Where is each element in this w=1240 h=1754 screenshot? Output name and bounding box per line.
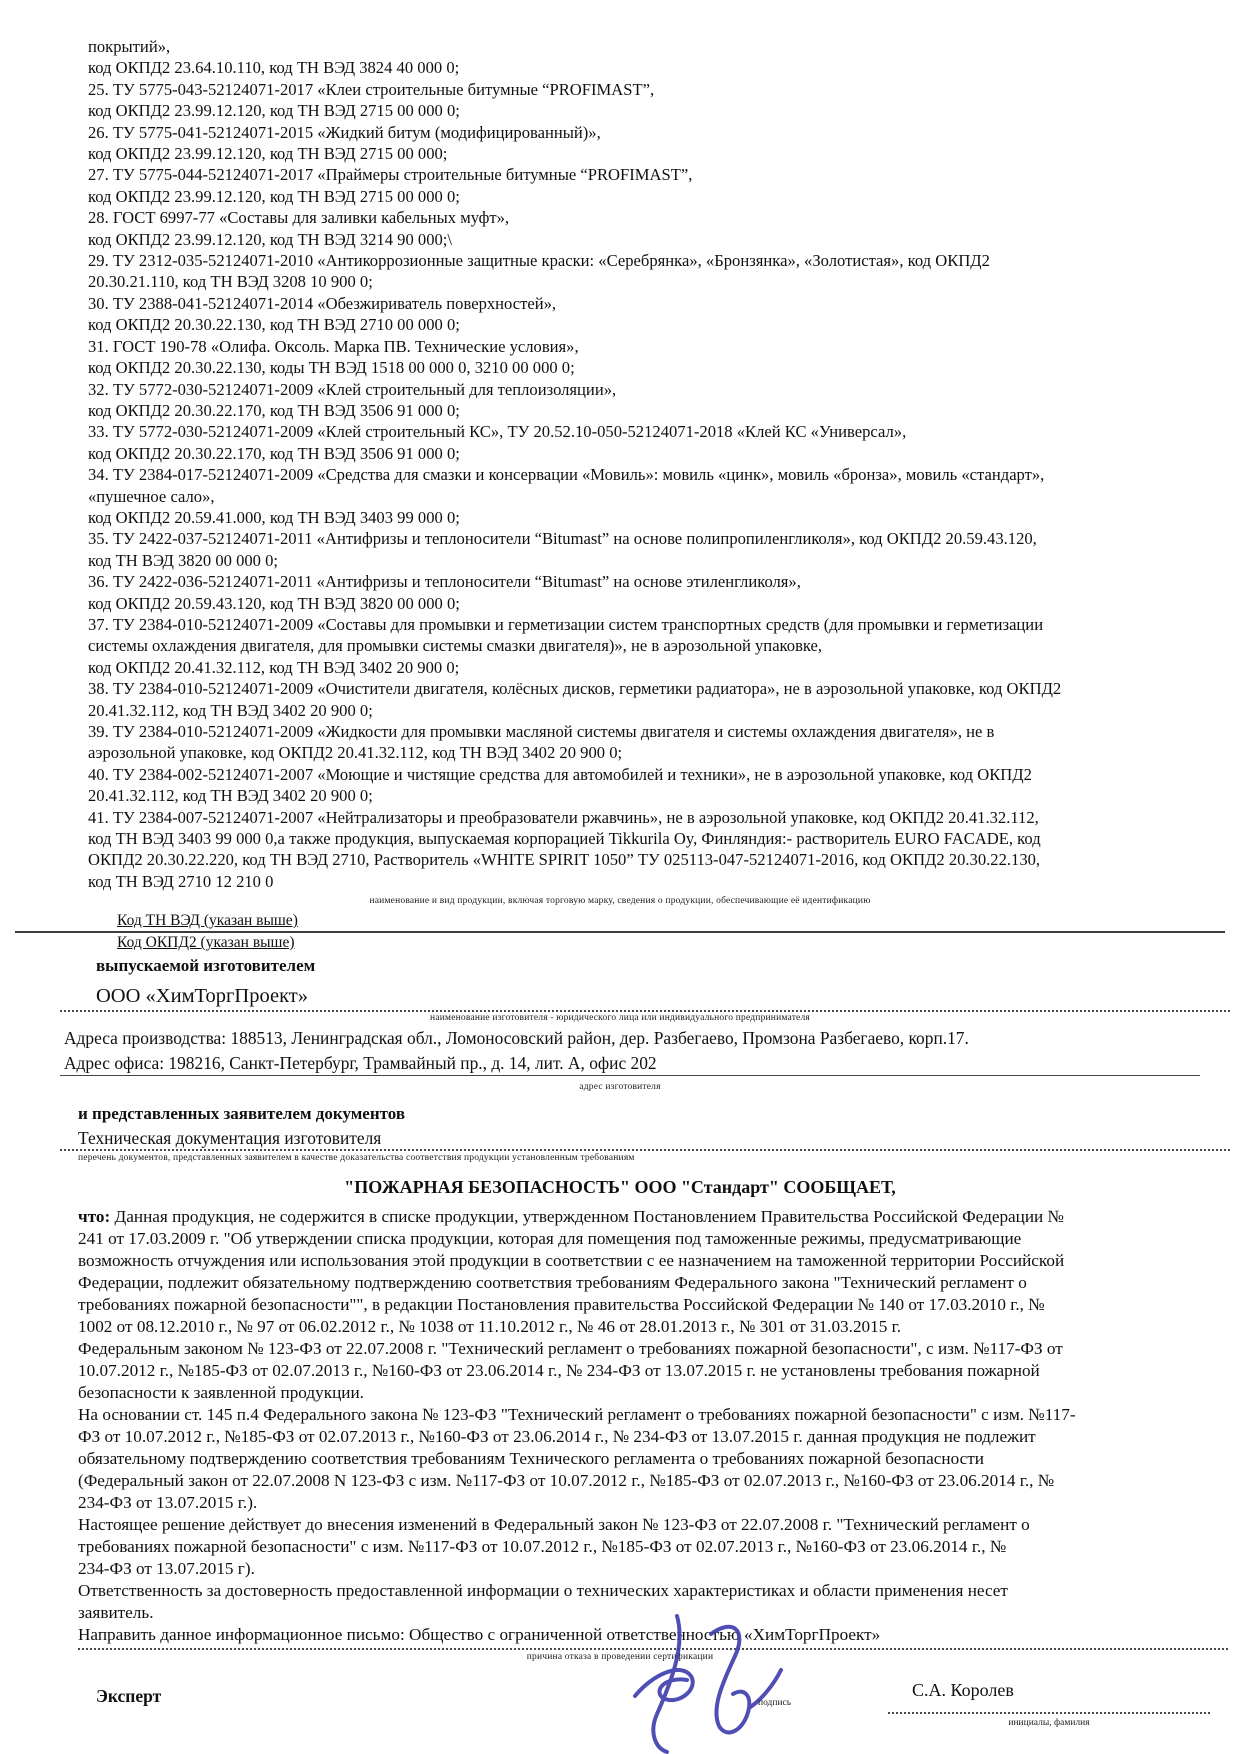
product-line: 34. ТУ 2384-017-52124071-2009 «Средства для смазки и консервации «Мовиль»: мовиль «цинк», мовиль «бронза», мовиль «стандарт», [88,465,1045,485]
product-line: «пушечное сало», [88,486,215,506]
statement-line: безопасности к заявленной продукции. [78,1383,364,1402]
issued-by-label: выпускаемой изготовителем [96,956,316,975]
statement-line: (Федеральный закон от 22.07.2008 N 123-ФЗ с изм. №117-ФЗ от 10.07.2012 г., №185-ФЗ от 02.07.2013 г., №160-ФЗ от 23.06.2014 г., № [78,1471,1055,1490]
product-line: код ОКПД2 23.99.12.120, код ТН ВЭД 2715 00 000 0; [88,101,460,121]
product-line: 38. ТУ 2384-010-52124071-2009 «Очистители двигателя, колёсных дисков, герметики радиатора», не в аэрозольной упаковке, код ОКПД2 [88,679,1062,699]
manufacturer-name: ООО «ХимТоргПроект» [96,985,308,1007]
documents-label: и представленных заявителем документов [78,1104,406,1123]
statement-line: Ответственность за достоверность предоставленной информации о технических характеристиках и области применения несет [78,1581,1008,1600]
reason-caption: причина отказа в проведении сертификации [526,1652,714,1662]
product-line: код ОКПД2 20.30.22.130, код ТН ВЭД 2710 00 000 0; [88,315,460,335]
product-line: 25. ТУ 5775-043-52124071-2017 «Клеи строительные битумные “PROFIMAST”, [88,79,655,99]
product-line: код ОКПД2 23.99.12.120, код ТН ВЭД 3214 90 000;\ [88,229,453,249]
statement-line: 241 от 17.03.2009 г. "Об утверждении списка продукции, которая для помещения под таможенные режимы, предусматривающие [78,1229,1022,1248]
product-line: 31. ГОСТ 190-78 «Олифа. Оксоль. Марка ПВ. Технические условия», [88,336,579,356]
product-line: код ОКПД2 23.64.10.110, код ТН ВЭД 3824 40 000 0; [88,58,460,78]
office-address: Адрес офиса: 198216, Санкт-Петербург, Трамвайный пр., д. 14, лит. А, офис 202 [64,1053,657,1073]
product-line: 27. ТУ 5775-044-52124071-2017 «Праймеры строительные битумные “PROFIMAST”, [88,165,693,185]
divider-line-manufacturer [60,1010,1230,1012]
expert-name: С.А. Королев [912,1680,1014,1700]
name-caption: инициалы, фамилия [1008,1718,1090,1728]
product-line: покрытий», [88,37,171,56]
product-line: 20.41.32.112, код ТН ВЭД 3402 20 900 0; [88,786,373,806]
documents-caption: перечень документов, представленных заявителем в качестве доказательства соответствия продукции установленным требованиям [78,1153,635,1163]
product-line: код ТН ВЭД 3403 99 000 0,а также продукция, выпускаемая корпорацией Tikkurila Oy, Финляндия:- растворитель EURO FACADE, код [88,829,1041,849]
product-line: код ТН ВЭД 3820 00 000 0; [88,550,279,570]
statement-line: Настоящее решение действует до внесения изменений в Федеральный закон № 123-ФЗ от 22.07.2008 г. "Технический регламент о [78,1515,1030,1534]
code-tnved-label: Код ТН ВЭД (указан выше) [117,912,298,929]
product-line: код ОКПД2 20.59.41.000, код ТН ВЭД 3403 99 000 0; [88,507,460,527]
divider-line-address [60,1075,1200,1076]
statement-line: возможность отчуждения или использования этой продукции в соответствии с ее назначением на таможенной территории Российской [78,1251,1065,1270]
statement-line: 234-ФЗ от 13.07.2015 г.). [78,1493,258,1512]
product-list [88,36,1198,892]
manufacturer-caption: наименование изготовителя - юридического лица или индивидуального предпринимателя [430,1013,810,1023]
product-line: код ОКПД2 20.30.22.170, код ТН ВЭД 3506 91 000 0; [88,400,460,420]
product-line: 40. ТУ 2384-002-52124071-2007 «Моющие и чистящие средства для автомобилей и техники», не в аэрозольной упаковке, код ОКПД2 [88,764,1032,784]
address-caption: адрес изготовителя [579,1082,661,1092]
product-line: 28. ГОСТ 6997-77 «Составы для заливки кабельных муфт», [88,208,510,228]
product-line: 36. ТУ 2422-036-52124071-2011 «Антифризы и теплоносители “Bitumast” на основе этиленгликоля», [88,572,801,592]
product-line: 33. ТУ 5772-030-52124071-2009 «Клей строительный КС», ТУ 20.52.10-050-52124071-2018 «Клей КС «Универсал», [88,422,907,442]
documents-value: Техническая документация изготовителя [78,1128,382,1148]
statement-body [78,1206,1198,1646]
product-line: 29. ТУ 2312-035-52124071-2010 «Антикоррозионные защитные краски: «Серебрянка», «Бронзянка», «Золотистая», код ОКПД2 [88,251,990,271]
divider-line-tnved [15,931,1225,933]
divider-line-documents [60,1149,1230,1151]
signature-icon [615,1612,865,1754]
statement-line: 10.07.2012 г., №185-ФЗ от 02.07.2013 г., №160-ФЗ от 23.06.2014 г., № 234-ФЗ от 13.07.2015 г. не установлены требования пожарной [78,1361,1040,1380]
code-okpd2-label: Код ОКПД2 (указан выше) [117,934,295,951]
product-line: 20.30.21.110, код ТН ВЭД 3208 10 900 0; [88,272,373,292]
product-line: 39. ТУ 2384-010-52124071-2009 «Жидкости для промывки масляной системы двигателя и системы охлаждения двигателя», не в [88,722,995,741]
product-line: 20.41.32.112, код ТН ВЭД 3402 20 900 0; [88,700,373,720]
product-list-caption: наименование и вид продукции, включая торговую марку, сведения о продукции, обеспечивающие её идентификацию [369,896,871,906]
production-address: Адреса производства: 188513, Ленинградская обл., Ломоносовский район, дер. Разбегаево, Промзона Разбегаево, корп.17. [64,1028,969,1048]
product-line: 41. ТУ 2384-007-52124071-2007 «Нейтрализаторы и преобразователи ржавчинь», не в аэрозольной упаковке, код ОКПД2 20.41.32.112, [88,807,1039,827]
statement-title: "ПОЖАРНАЯ БЕЗОПАСНОСТЬ" ООО "Стандарт" СООБЩАЕТ, [344,1177,896,1197]
statement-line: 234-ФЗ от 13.07.2015 г). [78,1559,255,1578]
product-line: код ОКПД2 20.59.43.120, код ТН ВЭД 3820 00 000 0; [88,593,460,613]
statement-line: ФЗ от 10.07.2012 г., №185-ФЗ от 02.07.2013 г., №160-ФЗ от 23.06.2014 г., № 234-ФЗ от 13.07.2015 г. данная продукция не подлежит [78,1427,1036,1446]
send-letter-line: Направить данное информационное письмо: Общество с ограниченной ответственностью «ХимТоргПроект» [78,1625,881,1644]
product-line: код ОКПД2 23.99.12.120, код ТН ВЭД 2715 00 000; [88,144,448,164]
statement-line: заявитель. [78,1603,154,1622]
product-line: код ОКПД2 20.30.22.130, коды ТН ВЭД 1518 00 000 0, 3210 00 000 0; [88,358,575,378]
product-line: 37. ТУ 2384-010-52124071-2009 «Составы для промывки и герметизации систем транспортных средств (для промывки и герметизации [88,614,1044,634]
product-line: код ОКПД2 23.99.12.120, код ТН ВЭД 2715 00 000 0; [88,186,460,206]
statement-line: Федеральным законом № 123-ФЗ от 22.07.2008 г. "Технический регламент о требованиях пожарной безопасности", с изм. №117-ФЗ от [78,1339,1063,1358]
statement-line: обязательному подтверждению соответствия требованиям Технического регламента о требованиях пожарной безопасности [78,1449,984,1468]
expert-label: Эксперт [96,1686,162,1706]
product-line: 30. ТУ 2388-041-52124071-2014 «Обезжириватель поверхностей», [88,293,557,313]
divider-line-name [888,1712,1210,1714]
signature-caption: подпись [758,1698,792,1708]
product-line: 26. ТУ 5775-041-52124071-2015 «Жидкий битум (модифицированный)», [88,122,601,142]
product-line: 35. ТУ 2422-037-52124071-2011 «Антифризы и теплоносители “Bitumast” на основе полипропиленгликоля», код ОКПД2 20.59.43.120, [88,529,1037,549]
product-line: код ОКПД2 20.41.32.112, код ТН ВЭД 3402 20 900 0; [88,657,460,677]
statement-first-line-rest: Данная продукция, не содержится в списке продукции, утвержденном Постановлением Правительства Российской Федерации № [110,1207,1064,1226]
product-line: код ТН ВЭД 2710 12 210 0 [88,871,274,891]
statement-line: требованиях пожарной безопасности"", в редакции Постановления правительства Российской Федерации № 140 от 17.03.2010 г., № [78,1295,1045,1314]
statement-line: 1002 от 08.12.2010 г., № 97 от 06.02.2012 г., № 1038 от 11.10.2012 г., № 46 от 28.01.2013 г., № 301 от 31.03.2015 г. [78,1317,902,1336]
statement-lead: что: [78,1207,111,1226]
product-line: ОКПД2 20.30.22.220, код ТН ВЭД 2710, Растворитель «WHITE SPIRIT 1050” ТУ 025113-047-52124071-2016, код ОКПД2 20.30.22.130, [88,850,1041,870]
product-line: аэрозольной упаковке, код ОКПД2 20.41.32.112, код ТН ВЭД 3402 20 900 0; [88,743,623,763]
statement-lines [78,1228,1198,1624]
product-line: 32. ТУ 5772-030-52124071-2009 «Клей строительный для теплоизоляции», [88,379,617,399]
statement-first-line [78,1206,1198,1228]
statement-line: требованиях пожарной безопасности" с изм. №117-ФЗ от 10.07.2012 г., №185-ФЗ от 02.07.2013 г., №160-ФЗ от 23.06.2014 г., № [78,1537,1007,1556]
product-line: код ОКПД2 20.30.22.170, код ТН ВЭД 3506 91 000 0; [88,443,460,463]
product-line: системы охлаждения двигателя, для промывки системы смазки двигателя)», не в аэрозольной упаковке, [88,636,823,656]
statement-line: На основании ст. 145 п.4 Федерального закона № 123-ФЗ "Технический регламент о требованиях пожарной безопасности" с изм. №117- [78,1405,1076,1424]
statement-line: Федерации, подлежит обязательному подтверждению соответствия требованиям Федерального закона "Технический регламент о [78,1273,1027,1292]
